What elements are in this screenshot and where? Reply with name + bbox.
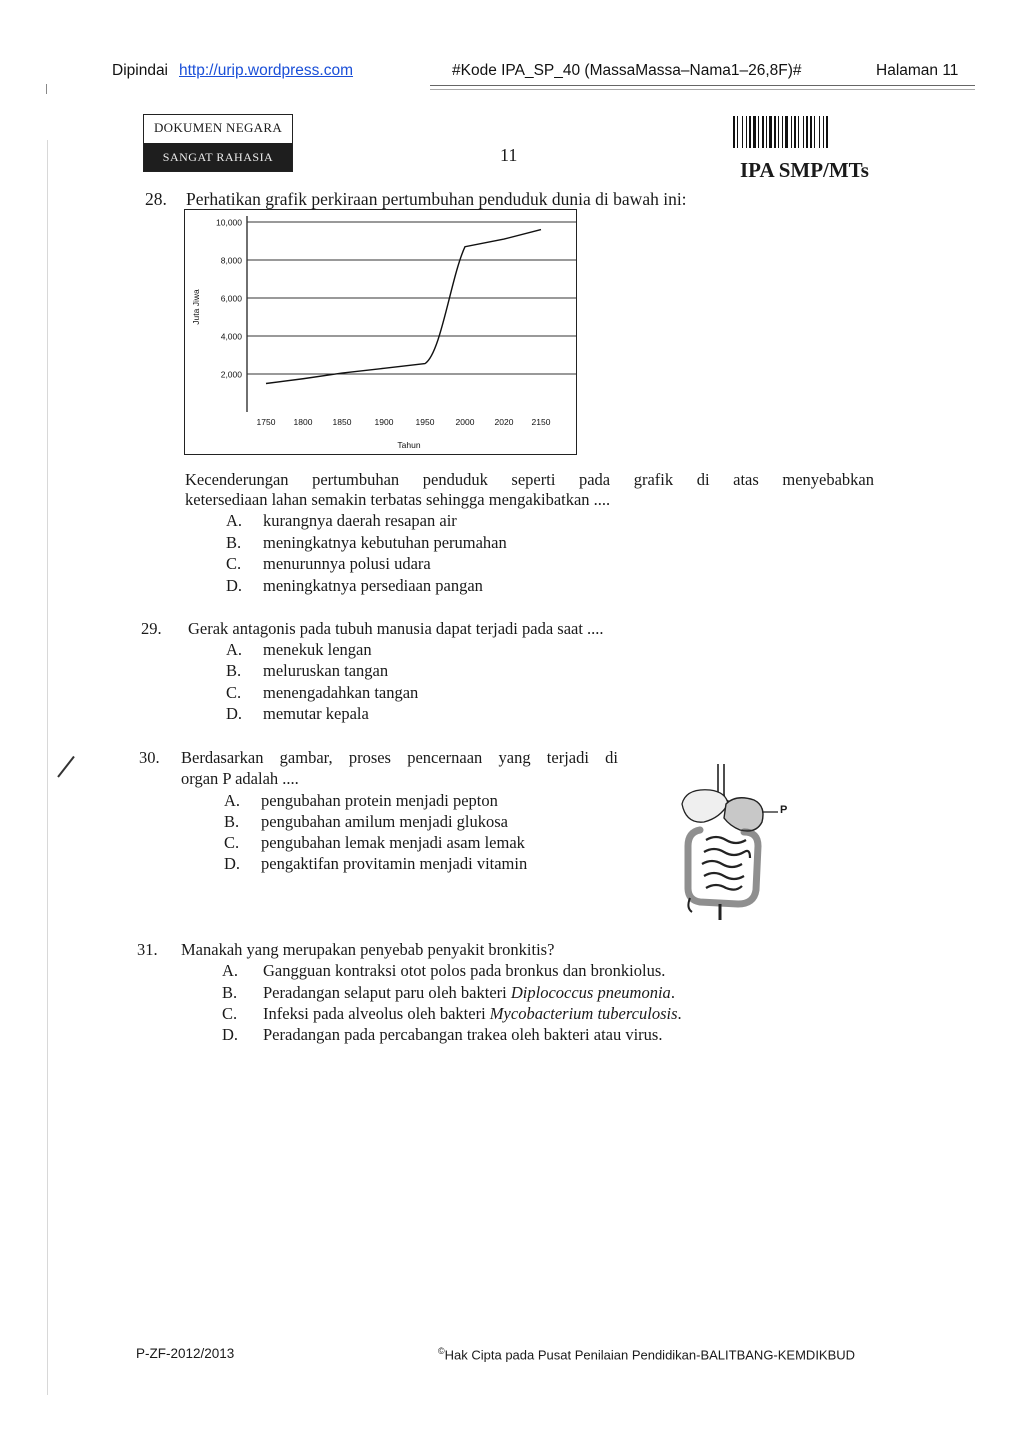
header-rule-secondary [430,89,975,90]
scan-source-link[interactable]: http://urip.wordpress.com [179,62,354,79]
x-axis-label: Tahun [397,440,421,450]
document-label-top: DOKUMEN NEGARA [153,120,283,135]
organ-p-label: P [780,804,788,816]
option-text-pre: Peradangan selaput paru oleh bakteri [263,983,511,1002]
option-text-post: . [677,1004,682,1023]
option-letter: C. [226,554,242,573]
option-text: meningkatnya kebutuhan perumahan [263,533,507,552]
option-letter: B. [222,983,238,1002]
barcode-icon [733,116,883,148]
q30-number: 30. [139,748,160,767]
q30-stem-line-1: Berdasarkan gambar, proses pencernaan yang terjadi di [181,748,618,767]
option-text: meningkatnya persediaan pangan [263,576,483,595]
x-tick-label: 1750 [256,417,276,427]
q29-number: 29. [141,619,162,638]
pen-mark [57,756,75,778]
option-letter: A. [222,961,239,980]
x-tick-label: 2000 [455,417,475,427]
document-label-bottom: SANGAT RAHASIA [144,143,292,171]
y-tick-label: 4,000 [220,331,242,342]
q31-stem: Manakah yang merupakan penyebab penyakit bronkitis? [181,940,555,959]
x-tick-label: 1900 [374,417,394,427]
option-letter: C. [222,1004,238,1023]
option-text: kurangnya daerah resapan air [263,511,457,530]
footer-copyright [438,1346,855,1362]
copyright-symbol: © [438,1346,445,1356]
x-tick-label: 1950 [415,417,435,427]
option-text: menurunnya polusi udara [263,554,431,573]
option-letter: D. [224,854,241,873]
option-letter: D. [222,1025,239,1044]
option-letter: B. [224,812,240,831]
option-text-pre: Infeksi pada alveolus oleh bakteri [263,1004,490,1023]
population-chart [184,209,577,455]
document-classification-box [143,114,293,172]
option-text: memutar kepala [263,704,369,723]
option-text: pengubahan protein menjadi pepton [261,791,498,810]
scan-code: #Kode IPA_SP_40 (MassaMassa–Nama1–26,8F)# [452,62,802,79]
population-series-line [266,230,541,384]
q31-number: 31. [137,940,158,959]
option-text: pengaktifan provitamin menjadi vitamin [261,854,528,873]
scan-prefix: Dipindai [112,62,169,79]
subject-title: IPA SMP/MTs [740,158,869,182]
option-text [263,983,675,1003]
bacteria-name: Diplococcus pneumonia [510,983,671,1002]
option-text: menengadahkan tangan [263,683,419,702]
x-tick-label: 2150 [531,417,551,427]
q28-number: 28. [145,189,167,209]
bacteria-name: Mycobacterium tuberculosis [489,1004,678,1023]
option-letter: A. [226,511,243,530]
option-text: pengubahan amilum menjadi glukosa [261,812,508,831]
margin-mark [46,84,47,94]
page-number: 11 [500,145,518,165]
option-text-post: . [670,983,675,1002]
copyright-text: Hak Cipta pada Pusat Penilaian Pendidikan-BALITBANG-KEMDIKBUD [444,1347,856,1363]
option-letter: A. [226,640,243,659]
x-tick-label: 1800 [293,417,313,427]
option-text: Peradangan pada percabangan trakea oleh bakteri atau virus. [263,1025,663,1044]
digestive-system-icon [670,760,800,925]
option-text: Gangguan kontraksi otot polos pada bronkus dan bronkiolus. [263,961,666,980]
q30-stem-line-2: organ P adalah .... [181,769,299,788]
option-letter: D. [226,576,243,595]
y-tick-label: 6,000 [220,293,242,304]
option-letter: B. [226,661,242,680]
scan-page-label: Halaman 11 [876,62,959,79]
option-letter: C. [224,833,240,852]
scan-edge-line [47,140,48,1395]
y-tick-label: 8,000 [220,255,242,266]
population-chart-svg [185,210,578,456]
option-letter: B. [226,533,242,552]
y-axis-label: Juta Jiwa [191,289,201,325]
option-letter: C. [226,683,242,702]
footer-code: P-ZF-2012/2013 [136,1346,235,1361]
header-rule [430,85,975,86]
q28-stem: Perhatikan grafik perkiraan pertumbuhan penduduk dunia di bawah ini: [186,189,687,209]
q28-context-line-2: ketersediaan lahan semakin terbatas sehingga mengakibatkan .... [185,490,611,509]
option-text [263,1004,682,1024]
option-letter: D. [226,704,243,723]
option-text: meluruskan tangan [263,661,389,680]
q29-stem: Gerak antagonis pada tubuh manusia dapat terjadi pada saat .... [188,619,604,638]
y-tick-label: 10,000 [216,217,242,228]
y-tick-label: 2,000 [220,369,242,380]
option-text: pengubahan lemak menjadi asam lemak [261,833,525,852]
x-tick-label: 1850 [332,417,352,427]
x-tick-label: 2020 [494,417,514,427]
option-letter: A. [224,791,241,810]
q28-context-line-1: Kecenderungan pertumbuhan penduduk seperti pada grafik di atas menyebabkan [185,470,874,489]
option-text: menekuk lengan [263,640,372,659]
